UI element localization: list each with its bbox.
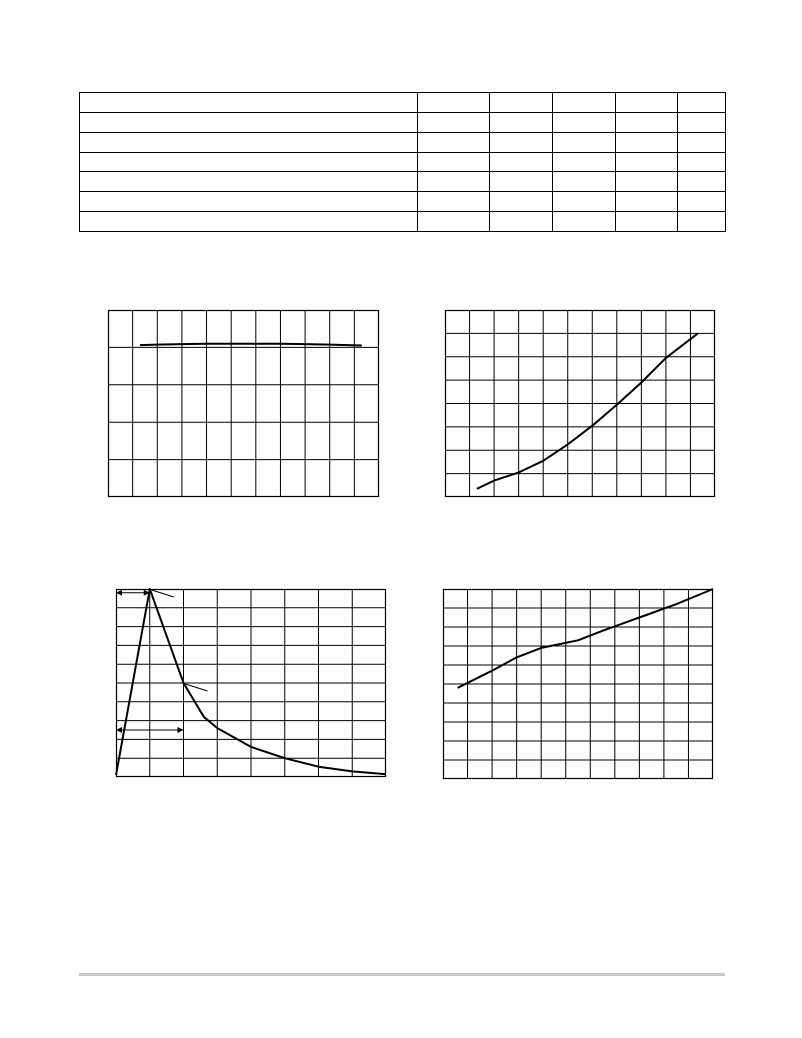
series-line	[140, 344, 362, 346]
table-row	[80, 93, 726, 113]
table-cell	[678, 192, 726, 212]
plot-frame	[109, 311, 379, 497]
chart-4	[443, 589, 713, 779]
table-cell	[553, 152, 616, 172]
table-cell	[553, 93, 616, 113]
spec-table-body	[80, 93, 726, 232]
table-row	[80, 112, 726, 132]
table-cell	[418, 93, 490, 113]
table-cell	[678, 172, 726, 192]
table-cell	[678, 152, 726, 172]
arrow-head	[178, 727, 184, 733]
table-cell	[616, 152, 678, 172]
table-cell	[80, 112, 418, 132]
table-cell	[80, 152, 418, 172]
table-cell	[490, 93, 553, 113]
series-line	[458, 589, 713, 688]
table-cell	[418, 152, 490, 172]
table-row	[80, 212, 726, 232]
table-cell	[490, 112, 553, 132]
leader-line	[152, 590, 174, 597]
table-cell	[80, 192, 418, 212]
table-cell	[80, 212, 418, 232]
table-cell	[553, 132, 616, 152]
table-row	[80, 192, 726, 212]
table-cell	[490, 192, 553, 212]
table-row	[80, 152, 726, 172]
table-cell	[80, 132, 418, 152]
table-cell	[490, 212, 553, 232]
table-cell	[616, 192, 678, 212]
table-cell	[616, 112, 678, 132]
table-cell	[80, 172, 418, 192]
table-cell	[418, 192, 490, 212]
table-row	[80, 172, 726, 192]
table-cell	[418, 112, 490, 132]
table-cell	[678, 212, 726, 232]
table-cell	[616, 212, 678, 232]
table-cell	[678, 132, 726, 152]
table-cell	[553, 212, 616, 232]
table-cell	[616, 132, 678, 152]
table-cell	[678, 93, 726, 113]
table-cell	[553, 192, 616, 212]
table-cell	[418, 212, 490, 232]
table-cell	[616, 93, 678, 113]
table-cell	[553, 172, 616, 192]
table-cell	[418, 172, 490, 192]
table-cell	[80, 93, 418, 113]
chart-2	[445, 310, 715, 497]
table-cell	[490, 172, 553, 192]
table-row	[80, 132, 726, 152]
spec-table	[79, 92, 726, 232]
table-cell	[678, 112, 726, 132]
footer-rule	[79, 973, 725, 976]
table-cell	[418, 132, 490, 152]
chart-3	[116, 589, 386, 777]
chart-1	[108, 310, 379, 497]
table-cell	[490, 152, 553, 172]
table-cell	[616, 172, 678, 192]
table-cell	[490, 132, 553, 152]
table-cell	[553, 112, 616, 132]
